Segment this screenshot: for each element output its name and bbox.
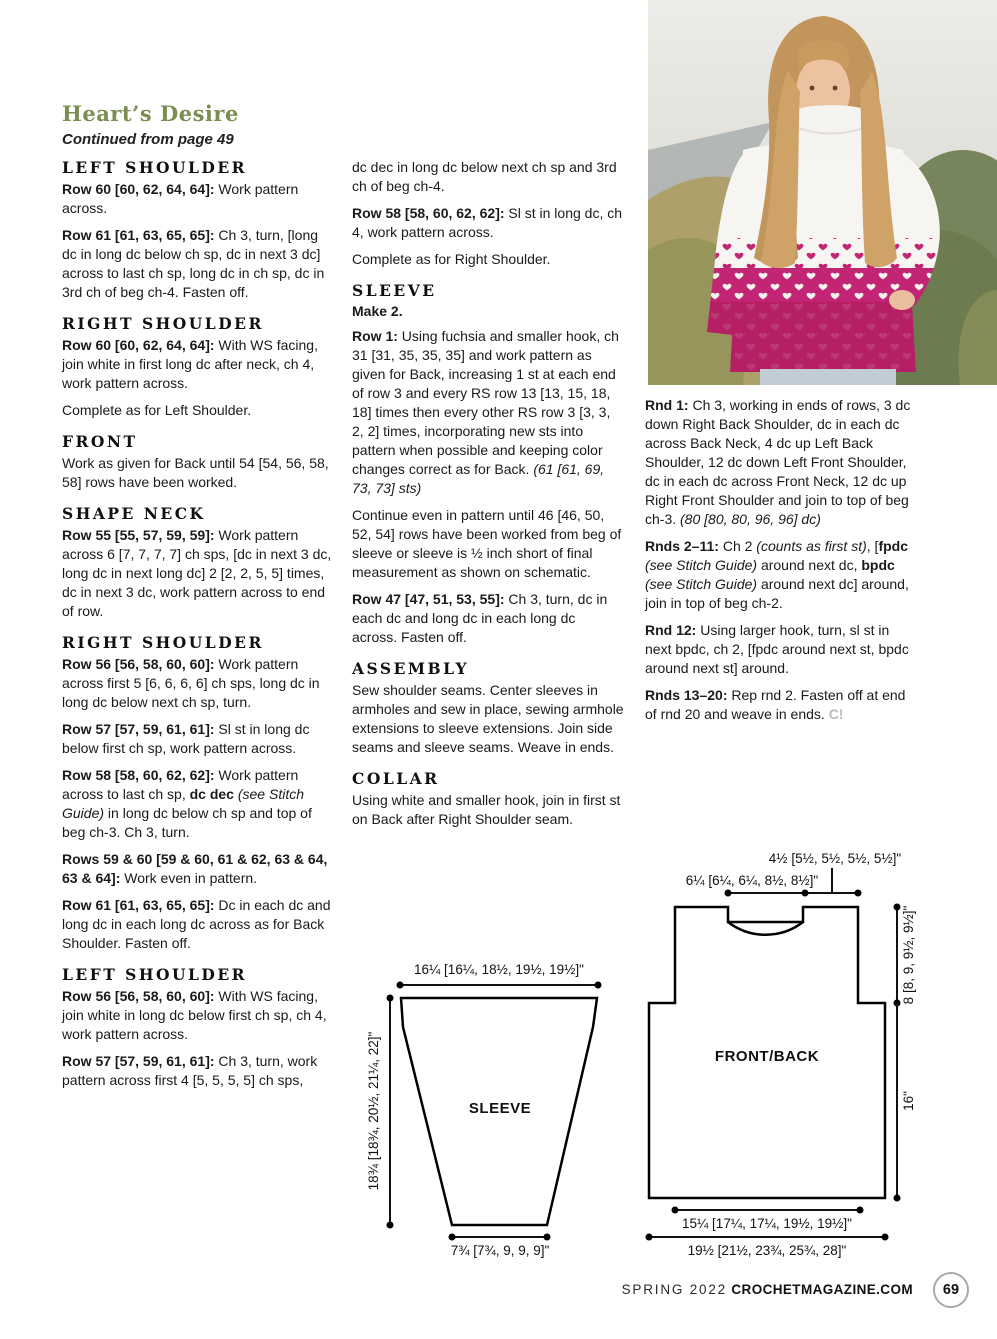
sleeve-label: SLEEVE: [468, 1100, 532, 1117]
armhole-depth-label: 8 [8, 9, 9½, 9½]": [901, 905, 916, 1005]
front-back-label: FRONT/BACK: [714, 1048, 820, 1065]
side-length-label: 16": [901, 1091, 916, 1111]
section-heading: RIGHT SHOULDER: [62, 633, 264, 652]
section-heading: LEFT SHOULDER: [62, 965, 248, 984]
paragraph: Sew shoulder seams. Center sleeves in armholes and sew in place, sewing armhole extensions to sleeve extensions. Join side seams and sleeve seams. Weave in ends.: [352, 682, 624, 755]
column-middle: [352, 158, 624, 837]
page-number-badge: 69: [933, 1272, 969, 1308]
column-left: [62, 158, 334, 1098]
paragraph: Row 61 [61, 63, 65, 65]: Ch 3, turn, [long dc in long dc below ch sp, dc in next 3 dc] across to last ch sp, long dc in ch sp, dc in 3rd ch of beg ch-4. Fasten off.: [62, 227, 325, 300]
upper-width-label: 15¼ [17¼, 17¼, 19½, 19½]": [682, 1216, 852, 1231]
bottom-width-label: 19½ [21½, 23¾, 25¾, 28]": [687, 1243, 847, 1258]
continued-note: Continued from page 49: [62, 131, 234, 148]
paragraph: Row 60 [60, 62, 64, 64]: With WS facing, join white in first long dc after neck, ch 4, work pattern across.: [62, 337, 318, 391]
sleeve-cuff-width-label: 7¾ [7¾, 9, 9, 9]": [450, 1243, 550, 1258]
section-heading: SHAPE NECK: [62, 504, 206, 523]
paragraph: Row 58 [58, 60, 62, 62]: Work pattern across to last ch sp, dc dec (see Stitch Guide) in long dc below ch sp and top of beg ch-3. Ch 3, turn.: [62, 767, 312, 840]
model-photo: [648, 0, 997, 385]
front-neck-curve: [728, 922, 803, 935]
paragraph: Work as given for Back until 54 [54, 56, 58, 58] rows have been worked.: [62, 455, 329, 490]
paragraph: Row 60 [60, 62, 64, 64]: Work pattern across.: [62, 181, 299, 216]
paragraph: Rows 59 & 60 [59 & 60, 61 & 62, 63 & 64, 63 & 64]: Work even in pattern.: [62, 851, 328, 886]
page-title: Heart’s Desire: [62, 101, 239, 126]
paragraph: dc dec in long dc below next ch sp and 3rd ch of beg ch-4.: [352, 159, 617, 194]
paragraph: Row 1: Using fuchsia and smaller hook, ch 31 [31, 35, 35, 35] and work pattern as given for Back, increasing 1 st at each end of row 3 and every RS row 13 [13, 15, 18, 18] times then every other RS row 3 [3, 3, 2, 2] times, incorporating new sts into pattern when possible and keeping color changes correct as for Back. (61 [61, 69, 73, 73] sts): [352, 328, 619, 496]
paragraph: Row 58 [58, 60, 62, 62]: Sl st in long dc, ch 4, work pattern across.: [352, 205, 623, 240]
section-heading: SLEEVE: [352, 281, 437, 300]
section-subheading: Make 2.: [352, 303, 403, 319]
paragraph: Row 57 [57, 59, 61, 61]: Sl st in long dc below first ch sp, work pattern across.: [62, 721, 310, 756]
page-footer: [0, 1272, 997, 1308]
section-heading: LEFT SHOULDER: [62, 158, 248, 177]
column-right: [645, 396, 917, 732]
section-heading: ASSEMBLY: [352, 659, 470, 678]
paragraph: Rnd 12: Using larger hook, turn, sl st in next bpdc, ch 2, [fpdc around next st, bpdc around next st] around.: [645, 622, 909, 676]
paragraph: Row 55 [55, 57, 59, 59]: Work pattern across 6 [7, 7, 7, 7] ch sps, [dc in next 3 dc, long dc in next long dc] 2 [2, 2, 5, 5] times, dc in next 3 dc, work pattern across to end of row.: [62, 527, 332, 619]
front-back-diagram: [630, 843, 997, 1273]
paragraph: Row 61 [61, 63, 65, 65]: Dc in each dc and long dc in each long dc across as for Back Shoulder. Fasten off.: [62, 897, 331, 951]
section-heading: FRONT: [62, 432, 138, 451]
sleeve-top-width-label: 16¼ [16¼, 18½, 19½, 19½]": [414, 962, 584, 977]
sleeve-length-label: 18¾ [18¾, 20½, 21¼, 22]": [366, 1031, 381, 1191]
paragraph: Complete as for Right Shoulder.: [352, 251, 551, 267]
jeans: [760, 369, 896, 385]
paragraph: Row 56 [56, 58, 60, 60]: Work pattern across first 5 [6, 6, 6, 6] ch sps, long dc in long dc below next ch sp, turn.: [62, 656, 320, 710]
paragraph: Complete as for Left Shoulder.: [62, 402, 252, 418]
footer-season: SPRING 2022: [621, 1282, 727, 1297]
footer-site: CROCHETMAGAZINE.COM: [731, 1282, 913, 1297]
paragraph: Using white and smaller hook, join in first st on Back after Right Shoulder seam.: [352, 792, 621, 827]
paragraph: Row 57 [57, 59, 61, 61]: Ch 3, turn, work pattern across first 4 [5, 5, 5, 5] ch sps,: [62, 1053, 318, 1088]
sleeve-diagram: [350, 948, 650, 1278]
paragraph: Row 56 [56, 58, 60, 60]: With WS facing, join white in long dc below first ch sp, ch 4, work pattern across.: [62, 988, 327, 1042]
paragraph: Rnds 2–11: Ch 2 (counts as first st), [fpdc (see Stitch Guide) around next dc, bpdc (see Stitch Guide) around next dc] around, join in top of beg ch-2.: [645, 538, 909, 611]
paragraph: Continue even in pattern until 46 [46, 50, 52, 54] rows have been worked from beg of sleeve or sleeve is ½ inch short of final measurement as shown on schematic.: [352, 507, 622, 580]
section-heading: RIGHT SHOULDER: [62, 314, 264, 333]
neck-width-label: 6¼ [6¼, 6¼, 8½, 8½]": [685, 873, 819, 888]
model-photo-illustration: [648, 0, 997, 385]
paragraph: Rnd 1: Ch 3, working in ends of rows, 3 dc down Right Back Shoulder, dc in each dc across Back Neck, 4 dc up Left Back Shoulder, 12 dc down Left Front Shoulder, dc in each dc across Front Neck, 12 dc up Right Front Shoulder and join to top of beg ch-3. (80 [80, 80, 96, 96] dc): [645, 397, 911, 527]
collar: [790, 105, 872, 157]
paragraph: Rnds 13–20: Rep rnd 2. Fasten off at end of rnd 20 and weave in ends. C!: [645, 687, 906, 722]
paragraph: Row 47 [47, 51, 53, 55]: Ch 3, turn, dc in each dc and long dc in each long dc across. Fasten off.: [352, 591, 608, 645]
right-eye: [833, 86, 838, 91]
left-eye: [810, 86, 815, 91]
hand: [889, 290, 915, 310]
shoulder-width-label: 4½ [5½, 5½, 5½, 5½]": [768, 851, 902, 866]
footer-text: [622, 1281, 913, 1299]
section-heading: COLLAR: [352, 769, 440, 788]
